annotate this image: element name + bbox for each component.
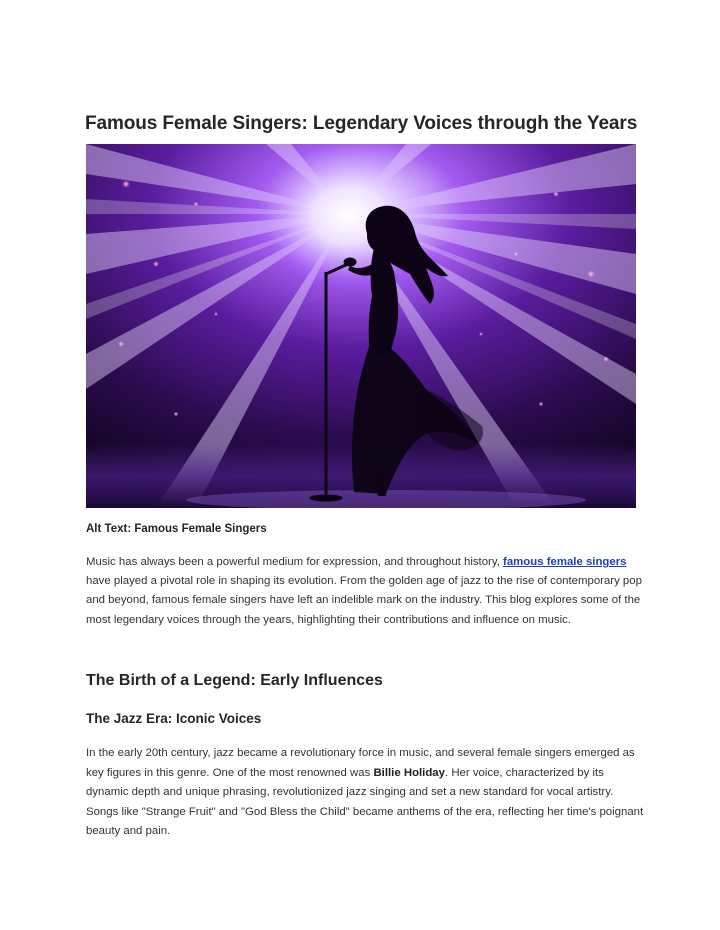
billie-holiday-name: Billie Holiday — [373, 766, 445, 779]
section-heading: The Birth of a Legend: Early Influences — [86, 672, 383, 689]
article-title: Famous Female Singers: Legendary Voices through the Years — [85, 113, 638, 134]
jazz-era-paragraph — [86, 744, 646, 842]
subsection-heading: The Jazz Era: Iconic Voices — [86, 711, 262, 726]
jazz-lead: In the early 20th century, jazz became a revolutionary force in music, and several female singers emerged as key figures in this genre. One of the most renowned was — [86, 747, 635, 779]
intro-rest: have played a pivotal role in shaping its evolution. From the golden age of jazz to the rise of contemporary pop and beyond, famous female singers have left an indelible mark on the industry. This blog explores some of the most legendary voices through the years, highlighting their contributions and influence on music. — [86, 575, 642, 626]
silhouette-singer-icon — [86, 144, 636, 508]
hero-image — [86, 144, 636, 508]
intro-lead: Music has always been a powerful medium for expression, and throughout history, — [86, 556, 504, 568]
jazz-rest: . Her voice, characterized by its dynamic depth and unique phrasing, revolutionized jazz singing and set a new standard for vocal artistry. Songs like "Strange Fruit" and "God Bless the Child" became anthems of the era, reflecting her time's poignant beauty and pain. — [86, 766, 644, 838]
alt-text-caption: Alt Text: Famous Female Singers — [86, 523, 267, 535]
famous-female-singers-link[interactable]: famous female singers — [503, 556, 627, 568]
intro-paragraph — [86, 553, 646, 630]
